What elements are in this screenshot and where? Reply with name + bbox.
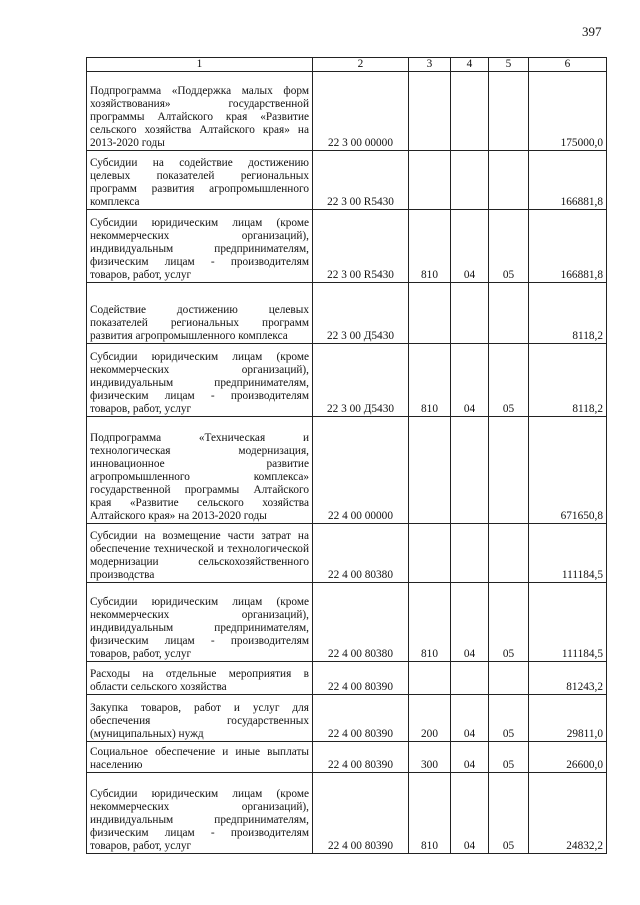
row-amount: 111184,5 <box>529 524 607 583</box>
table-row <box>87 524 607 583</box>
row-subsection: 05 <box>489 210 529 283</box>
row-expense-type: 810 <box>409 773 451 854</box>
row-subsection: 05 <box>489 583 529 662</box>
row-description: Субсидии на возмещение части затрат на обеспечение технической и технологической модернизации сельскохозяйственного производства <box>87 524 313 583</box>
row-expense-type: 200 <box>409 695 451 742</box>
row-subsection <box>489 283 529 344</box>
row-amount: 175000,0 <box>529 72 607 151</box>
row-amount: 111184,5 <box>529 583 607 662</box>
row-code: 22 4 00 80390 <box>313 773 409 854</box>
table-header-row <box>87 58 607 72</box>
row-description: Подпрограмма «Техническая и технологическая модернизация, инновационное развитие агропромышленного комплекса» государственной программы Алтайского края «Развитие сельского хозяйства Алтайского края» на 2013-2020 годы <box>87 417 313 524</box>
row-code: 22 4 00 80380 <box>313 583 409 662</box>
row-description: Содействие достижению целевых показателей региональных программ развития агропромышленного комплекса <box>87 283 313 344</box>
row-amount: 8118,2 <box>529 344 607 417</box>
row-amount: 166881,8 <box>529 151 607 210</box>
row-expense-type: 810 <box>409 583 451 662</box>
row-section <box>451 283 489 344</box>
row-expense-type <box>409 72 451 151</box>
row-code: 22 3 00 R5430 <box>313 151 409 210</box>
row-subsection: 05 <box>489 773 529 854</box>
row-code: 22 4 00 00000 <box>313 417 409 524</box>
table-row <box>87 151 607 210</box>
row-expense-type <box>409 151 451 210</box>
row-section: 04 <box>451 773 489 854</box>
table-row <box>87 773 607 854</box>
row-description: Субсидии юридическим лицам (кроме некоммерческих организаций), индивидуальным предпринимателям, физическим лицам - производителям товаров, работ, услуг <box>87 773 313 854</box>
table-row <box>87 662 607 695</box>
row-subsection: 05 <box>489 695 529 742</box>
row-description: Субсидии юридическим лицам (кроме некоммерческих организаций), индивидуальным предпринимателям, физическим лицам - производителям товаров, работ, услуг <box>87 344 313 417</box>
row-description: Закупка товаров, работ и услуг для обеспечения государственных (муниципальных) нужд <box>87 695 313 742</box>
row-section <box>451 417 489 524</box>
row-code: 22 3 00 00000 <box>313 72 409 151</box>
row-expense-type: 810 <box>409 210 451 283</box>
row-amount: 29811,0 <box>529 695 607 742</box>
row-section <box>451 151 489 210</box>
row-code: 22 4 00 80390 <box>313 662 409 695</box>
row-code: 22 3 00 R5430 <box>313 210 409 283</box>
row-subsection <box>489 72 529 151</box>
row-code: 22 4 00 80380 <box>313 524 409 583</box>
row-subsection: 05 <box>489 742 529 773</box>
row-subsection <box>489 524 529 583</box>
row-section: 04 <box>451 695 489 742</box>
row-subsection <box>489 151 529 210</box>
row-section: 04 <box>451 344 489 417</box>
row-subsection <box>489 417 529 524</box>
row-expense-type <box>409 283 451 344</box>
table-row <box>87 210 607 283</box>
row-section <box>451 662 489 695</box>
table-row <box>87 283 607 344</box>
row-amount: 166881,8 <box>529 210 607 283</box>
row-description: Подпрограмма «Поддержка малых форм хозяйствования» государственной программы Алтайского края «Развитие сельского хозяйства Алтайского края» на 2013-2020 годы <box>87 72 313 151</box>
row-section <box>451 72 489 151</box>
column-header: 2 <box>313 58 409 72</box>
row-description: Расходы на отдельные мероприятия в области сельского хозяйства <box>87 662 313 695</box>
page-number: 397 <box>582 24 602 39</box>
row-expense-type <box>409 417 451 524</box>
row-code: 22 4 00 80390 <box>313 742 409 773</box>
table-row <box>87 344 607 417</box>
row-code: 22 3 00 Д5430 <box>313 344 409 417</box>
row-subsection <box>489 662 529 695</box>
row-amount: 8118,2 <box>529 283 607 344</box>
table-row <box>87 742 607 773</box>
row-amount: 671650,8 <box>529 417 607 524</box>
row-amount: 81243,2 <box>529 662 607 695</box>
table-row <box>87 695 607 742</box>
row-expense-type: 300 <box>409 742 451 773</box>
column-header: 1 <box>87 58 313 72</box>
column-header: 5 <box>489 58 529 72</box>
table-row <box>87 417 607 524</box>
row-section: 04 <box>451 742 489 773</box>
table-row <box>87 72 607 151</box>
column-header: 6 <box>529 58 607 72</box>
row-section: 04 <box>451 583 489 662</box>
row-amount: 24832,2 <box>529 773 607 854</box>
table-row <box>87 583 607 662</box>
column-header: 4 <box>451 58 489 72</box>
row-description: Субсидии юридическим лицам (кроме некоммерческих организаций), индивидуальным предпринимателям, физическим лицам - производителям товаров, работ, услуг <box>87 210 313 283</box>
row-expense-type <box>409 662 451 695</box>
budget-table <box>86 57 607 854</box>
column-header: 3 <box>409 58 451 72</box>
row-description: Субсидии юридическим лицам (кроме некоммерческих организаций), индивидуальным предпринимателям, физическим лицам - производителям товаров, работ, услуг <box>87 583 313 662</box>
row-amount: 26600,0 <box>529 742 607 773</box>
row-code: 22 4 00 80390 <box>313 695 409 742</box>
row-description: Субсидии на содействие достижению целевых показателей региональных программ развития агропромышленного комплекса <box>87 151 313 210</box>
row-expense-type <box>409 524 451 583</box>
row-description: Социальное обеспечение и иные выплаты населению <box>87 742 313 773</box>
row-subsection: 05 <box>489 344 529 417</box>
row-expense-type: 810 <box>409 344 451 417</box>
row-code: 22 3 00 Д5430 <box>313 283 409 344</box>
row-section: 04 <box>451 210 489 283</box>
row-section <box>451 524 489 583</box>
